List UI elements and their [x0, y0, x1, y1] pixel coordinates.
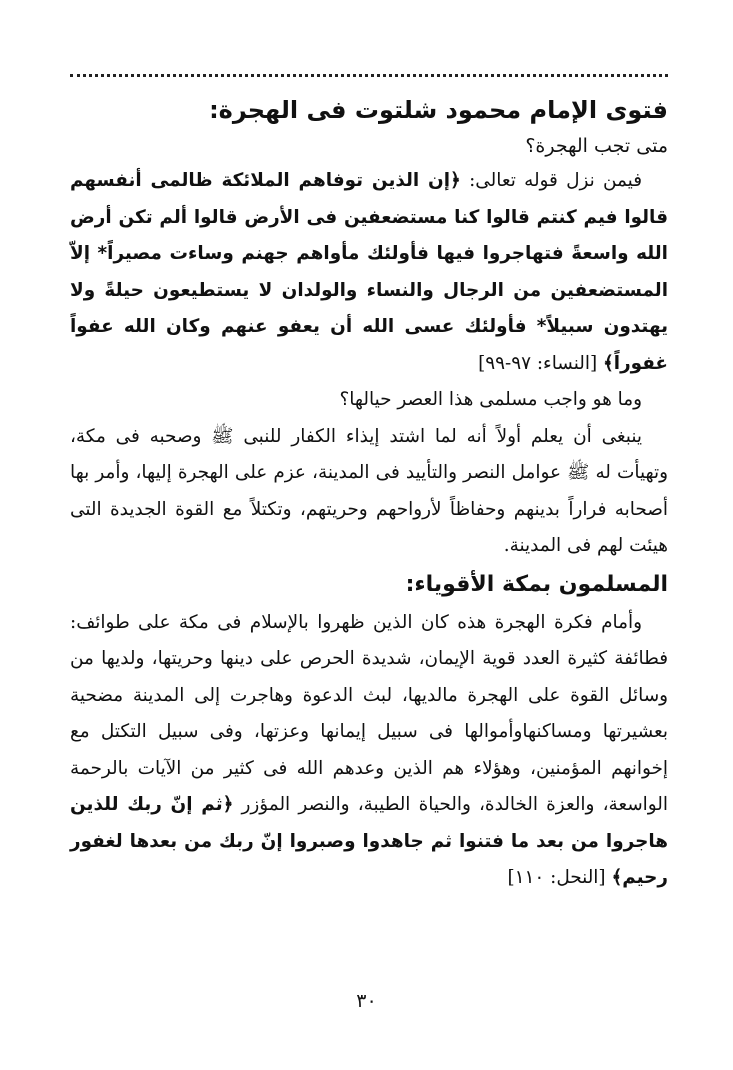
section-heading: فتوى الإمام محمود شلتوت فى الهجرة:: [209, 96, 668, 124]
quran-verse: ﴿إن الذين توفاهم الملائكة ظالمى أنفسهم قالوا فيم كنتم قالوا كنا مستضعفين فى الأرض قالوا ألم تكن أرض الله واسعةً فتهاجروا فيها فأولئك مأواهم جهنم وساءت مصيراً* إلاّ المستضعفين من الرجال والنساء والولدان لا يستطيعون حيلةً ولا يهتدون سبيلاً* فأولئك عسى الله أن يعفو عنهم وكان الله عفواً غفوراً﴾: [70, 170, 668, 374]
paragraph-hijra: [70, 419, 668, 565]
paragraph-verse-nisa: [70, 163, 668, 382]
section-heading-2: المسلمون بمكة الأقوياء:: [405, 571, 668, 597]
verse-reference: [النحل: ١١٠]: [507, 867, 606, 888]
paragraph-text: ينبغى أن يعلم أولاً أنه لما اشتد إيذاء الكفار للنبى ﷺ وصحبه فى مكة، وتهيأت له ﷺ عوامل النصر والتأييد فى المدينة، عزم على الهجرة إليها، وأمر بها أصحابه فراراً بدينهم وحفاظاً لأرواحهم وحريتهم، وتكتلاً مع القوة الجديدة التى هيئت لهم فى المدينة.: [70, 425, 668, 556]
page-number: ٣٠: [356, 990, 377, 1012]
paragraph-intro: فيمن نزل قوله تعالى:: [469, 170, 642, 191]
paragraph-text: وأمام فكرة الهجرة هذه كان الذين ظهروا بالإسلام فى مكة على طوائف: فطائفة كثيرة العدد قوية الإيمان، شديدة الحرص على دينها وحريتها، ولديها من وسائل القوة على الهجرة مالديها، لبث الدعوة وهاجرت إلى المدينة مضحية بعشيرتها ومساكنهاوأموالها فى سبيل إيمانها وعزتها، وفى سبيل التكتل مع إخوانهم المؤمنين، وهؤلاء هم الذين وعدهم الله فى كثير من الآيات بالرحمة الواسعة، والعزة الخالدة، والحياة الطيبة، والنصر المؤزر: [70, 611, 668, 815]
question-line: [70, 382, 668, 419]
verse-reference: [النساء: ٩٧-٩٩]: [478, 352, 598, 374]
dotted-divider: [70, 60, 668, 77]
paragraph-strong-muslims: [70, 605, 668, 897]
document-page: [70, 60, 668, 897]
quran-verse: ﴿ثم إنّ ربك للذين هاجروا من بعد ما فتنوا ثم جاهدوا وصبروا إنّ ربك من بعدها لغفور رحيم﴾: [70, 794, 668, 888]
question-text: وما هو واجب مسلمى هذا العصر حيالها؟: [339, 389, 642, 410]
question-heading: متى تجب الهجرة؟: [525, 135, 668, 157]
